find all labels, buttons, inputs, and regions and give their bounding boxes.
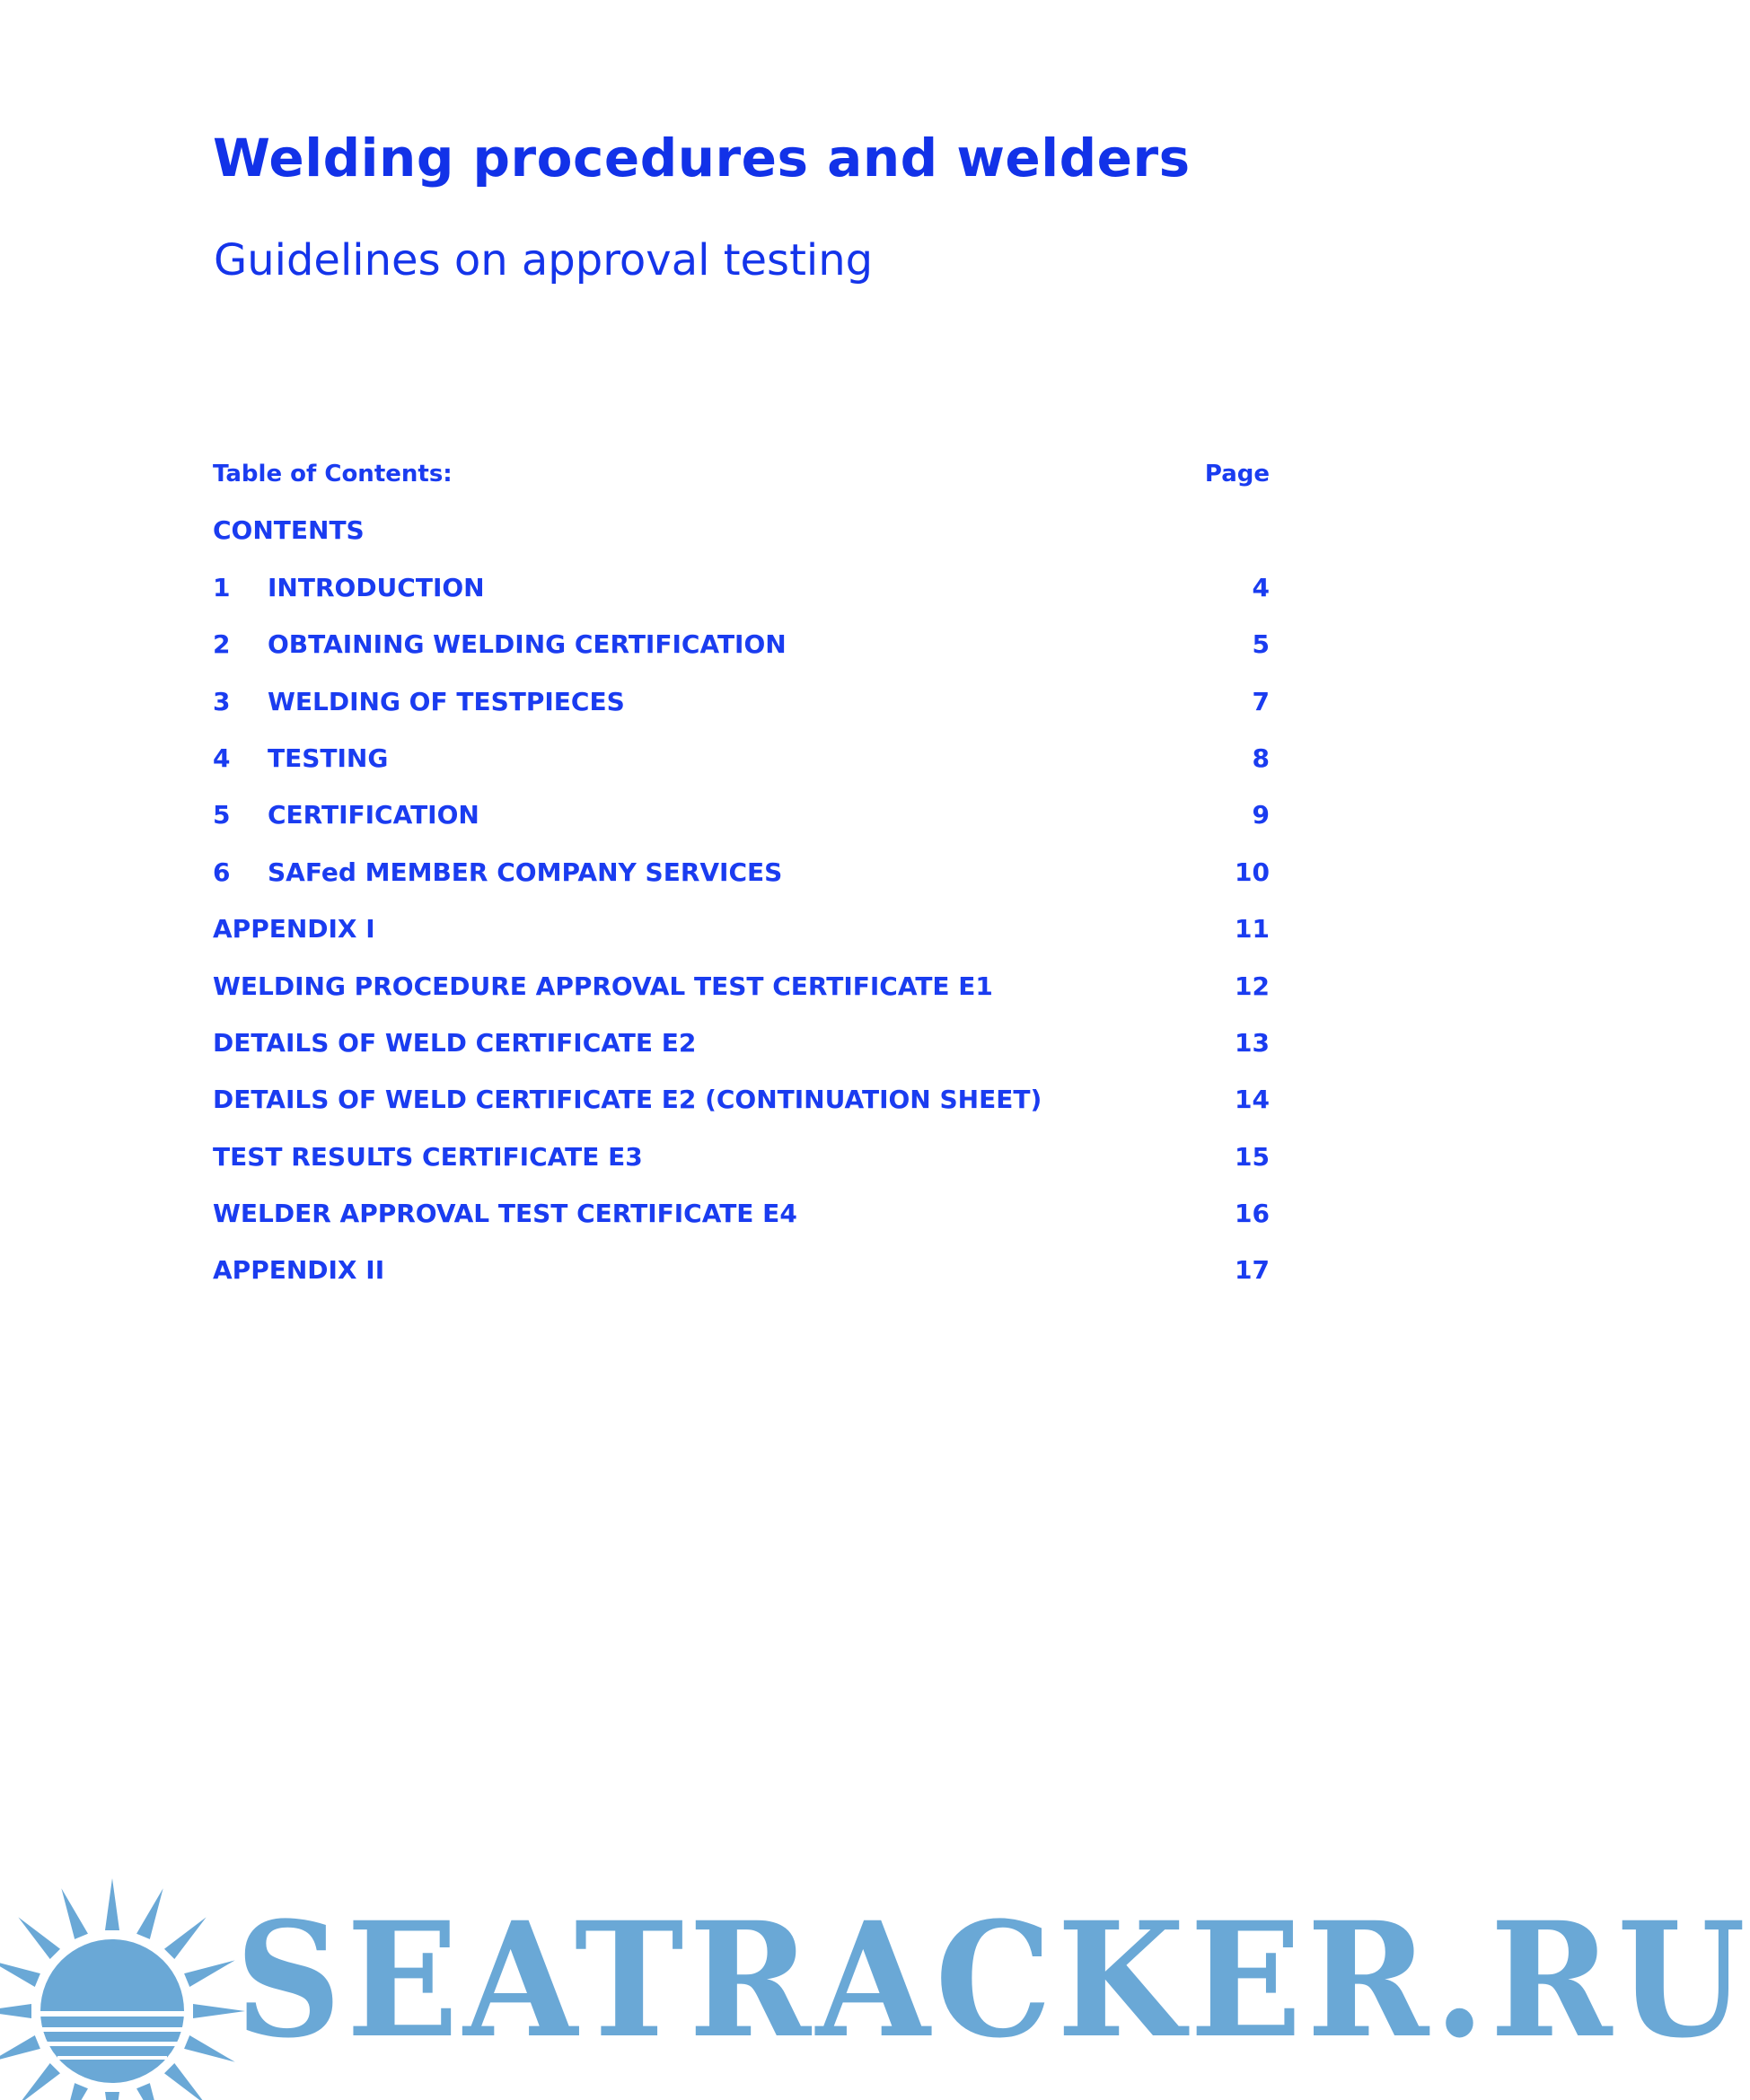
toc-entry-page: 5 <box>1252 629 1270 660</box>
toc-entry[interactable] <box>213 1254 1270 1311</box>
toc-entry-page: 17 <box>1235 1255 1270 1286</box>
toc-header-page: Page <box>1204 461 1270 488</box>
document-title: Welding procedures and welders <box>213 127 1191 189</box>
toc-entry-label: CERTIFICATION <box>268 800 479 830</box>
toc-entry[interactable] <box>213 799 1270 856</box>
toc-entry[interactable] <box>213 628 1270 685</box>
toc-entry[interactable] <box>213 572 1270 628</box>
toc-entry[interactable] <box>213 913 1270 970</box>
toc-entry-page: 8 <box>1252 742 1270 773</box>
toc-entry-page: 11 <box>1235 914 1270 945</box>
toc-entry[interactable] <box>213 857 1270 913</box>
toc-entry-page: 9 <box>1252 800 1270 830</box>
toc-entry[interactable] <box>213 1198 1270 1254</box>
toc-entry-number: 3 <box>213 686 231 716</box>
toc-entry-label: APPENDIX I <box>213 914 375 945</box>
toc-entry-number: 2 <box>213 629 231 660</box>
toc-entry-page: 15 <box>1235 1141 1270 1172</box>
toc-header-label: Table of Contents: <box>213 461 453 488</box>
toc-entry-number: 1 <box>213 572 231 602</box>
toc-entry-label: TEST RESULTS CERTIFICATE E3 <box>213 1141 643 1172</box>
table-of-contents <box>213 458 1270 1312</box>
toc-entry-label: SAFed MEMBER COMPANY SERVICES <box>268 857 783 887</box>
toc-entry-number: 6 <box>213 857 231 887</box>
toc-entry-label: WELDING OF TESTPIECES <box>268 686 625 716</box>
watermark <box>0 1876 1750 2100</box>
toc-entry-page: 13 <box>1235 1027 1270 1058</box>
watermark-text: SEATRACKER.RU <box>235 1887 1750 2073</box>
document-subtitle: Guidelines on approval testing <box>214 235 874 286</box>
toc-entry-number: 5 <box>213 800 231 830</box>
sun-icon <box>0 1876 224 2100</box>
toc-entry[interactable] <box>213 1027 1270 1084</box>
toc-entry[interactable] <box>213 742 1270 799</box>
toc-entry-label: INTRODUCTION <box>268 572 485 602</box>
toc-entry[interactable] <box>213 971 1270 1027</box>
toc-header <box>213 458 1270 514</box>
toc-entry-label: WELDING PROCEDURE APPROVAL TEST CERTIFICATE E1 <box>213 971 993 1001</box>
toc-entry-label: DETAILS OF WELD CERTIFICATE E2 (CONTINUATION SHEET) <box>213 1085 1042 1115</box>
toc-entry-label: CONTENTS <box>213 515 365 546</box>
toc-entry-label: APPENDIX II <box>213 1255 385 1286</box>
toc-entry[interactable] <box>213 1084 1270 1140</box>
toc-entry-page: 16 <box>1235 1199 1270 1229</box>
toc-entry-page: 14 <box>1235 1085 1270 1115</box>
toc-entry-number: 4 <box>213 742 231 773</box>
toc-entry[interactable] <box>213 1141 1270 1198</box>
toc-entry-page: 12 <box>1235 971 1270 1001</box>
toc-entry-label: OBTAINING WELDING CERTIFICATION <box>268 629 787 660</box>
toc-entry[interactable] <box>213 686 1270 742</box>
toc-entry-label: WELDER APPROVAL TEST CERTIFICATE E4 <box>213 1199 797 1229</box>
toc-entry[interactable] <box>213 514 1270 571</box>
toc-entry-page: 10 <box>1235 857 1270 887</box>
toc-entry-page: 7 <box>1252 686 1270 716</box>
toc-entry-page: 4 <box>1252 572 1270 602</box>
toc-entry-label: TESTING <box>268 742 389 773</box>
toc-entry-label: DETAILS OF WELD CERTIFICATE E2 <box>213 1027 697 1058</box>
